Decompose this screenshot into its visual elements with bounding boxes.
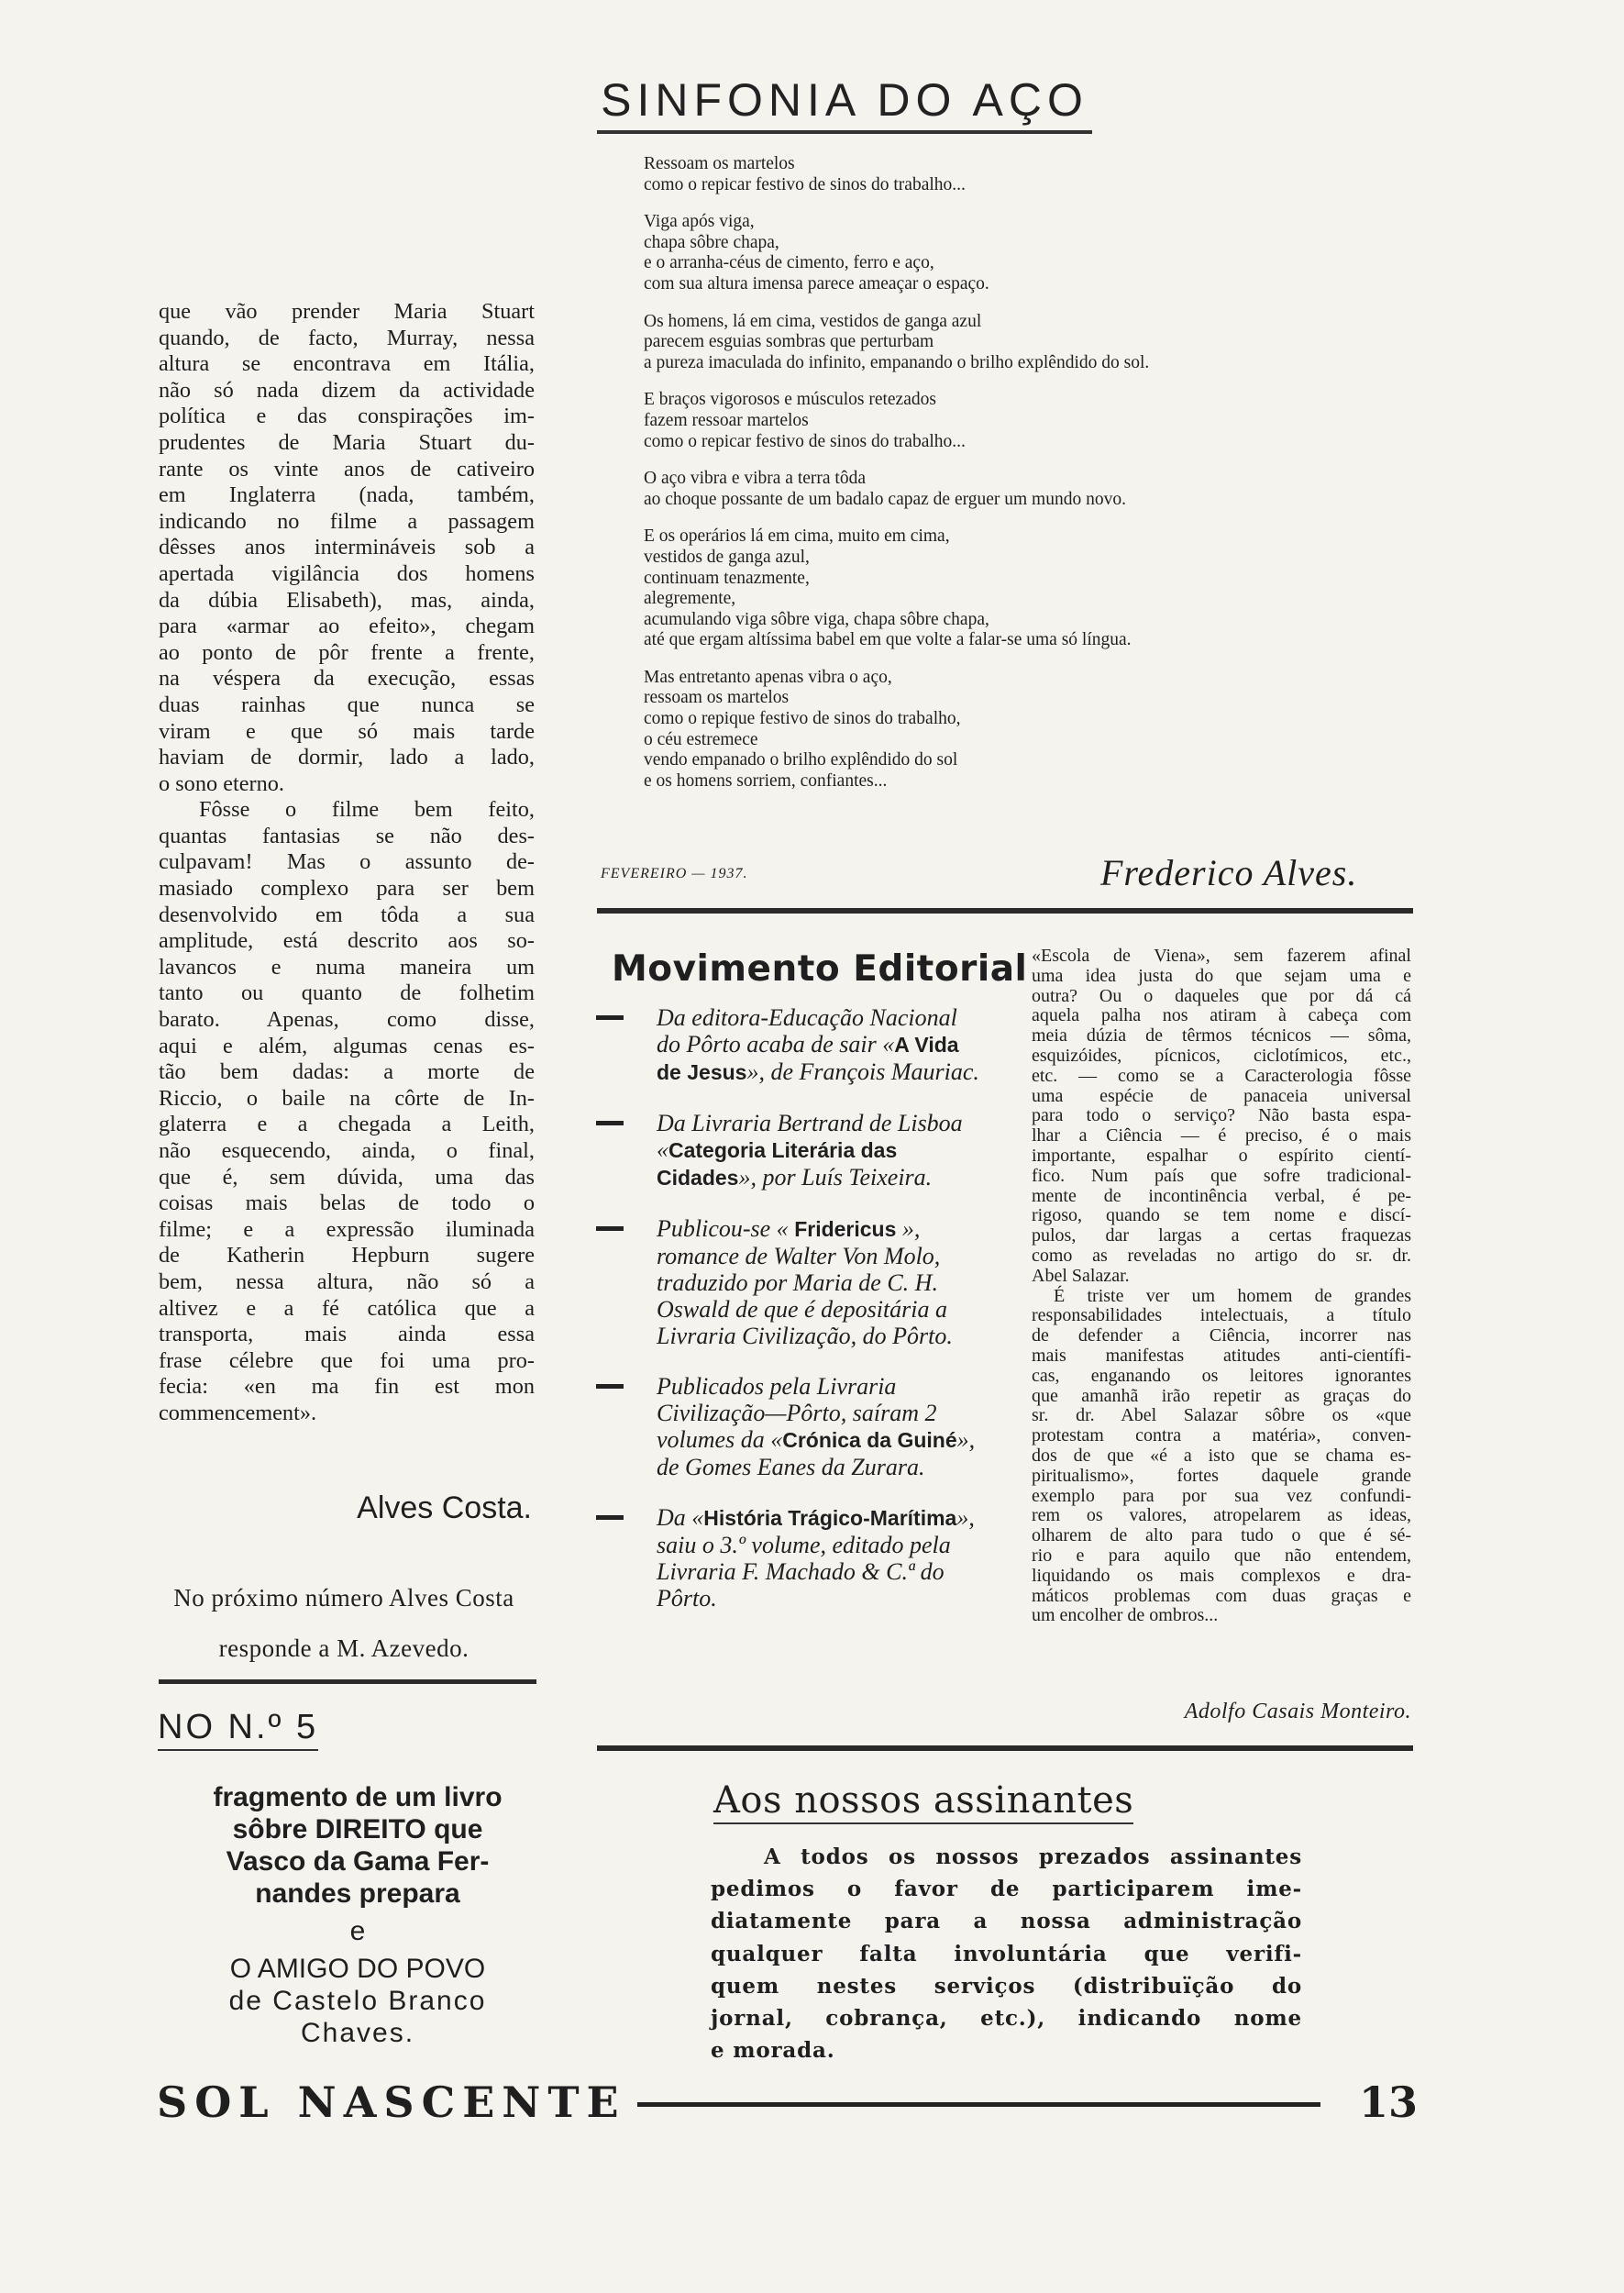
issue-line: O AMIGO DO POVO	[229, 1954, 486, 1984]
dash-bullet-icon	[596, 1515, 624, 1520]
article-line: coisas mais belas de todo o	[159, 1191, 535, 1216]
article-line: Riccio, o baile na côrte de In-	[159, 1085, 535, 1111]
dash-bullet-icon	[596, 1121, 624, 1125]
article-line: piritualismo», fortes daquele grande	[1032, 1465, 1411, 1486]
editorial-item-text: Da «	[657, 1504, 704, 1531]
notice-line: e morada.	[711, 2038, 835, 2064]
page-number: 13	[1359, 2077, 1419, 2127]
article-line: que amanhã irão repetir as graças do	[1032, 1385, 1411, 1406]
notice-line: qualquer falta involuntária que verifi-	[711, 1941, 1302, 1966]
issue-line: Vasco da Gama Fer-	[226, 1846, 490, 1877]
poem-line: como o repicar festivo de sinos do trabalho...	[644, 174, 966, 194]
poem-stanza	[644, 469, 1377, 510]
poem-line: Mas entretanto apenas vibra o aço,	[644, 667, 892, 687]
editorial-heading: Movimento Editorial	[612, 948, 1028, 990]
poem-body	[644, 154, 1377, 808]
editorial-item	[596, 1004, 979, 1086]
book-title: A Vida de Jesus	[657, 1033, 959, 1084]
poem-line: acumulando viga sôbre viga, chapa sôbre chapa,	[644, 609, 989, 629]
dash-bullet-icon	[596, 1384, 624, 1389]
article-line: cas, enganando os leitores ignorantes	[1032, 1365, 1411, 1386]
notice-line: A todos os nossos prezados assinantes	[764, 1844, 1302, 1869]
footer-rule	[637, 2102, 1320, 2107]
article-line: rem os valores, atropelarem as ideas,	[1032, 1505, 1411, 1526]
editorial-item-text: Da Livraria Bertrand de Lisboa «	[657, 1110, 963, 1163]
article-line: ao ponto de pôr frente a frente,	[159, 639, 535, 665]
article-line: duas rainhas que nunca se	[159, 692, 535, 717]
editorial-item-text: Publicou-se «	[657, 1215, 795, 1242]
editorial-item-text: », de François Mauriac.	[746, 1058, 979, 1085]
poem-line: o céu estremece	[644, 729, 758, 749]
issue-line: e	[349, 1916, 366, 1946]
issue-contents	[183, 1781, 532, 2049]
book-title: Categoria Literária das Cidades	[657, 1138, 898, 1190]
article-line: altura se encontrava em Itália,	[159, 351, 535, 377]
dash-bullet-icon	[596, 1226, 624, 1231]
article-line: protestam contra a matéria», conven-	[1032, 1425, 1411, 1446]
article-line: dêsses anos intermináveis sob a	[159, 535, 535, 560]
poem-line: como o repique festivo de sinos do trabalho,	[644, 709, 961, 729]
notice-line: quem nestes serviços (distribuïção do	[711, 1973, 1302, 1999]
article-line: na véspera da execução, essas	[159, 666, 535, 692]
editorial-item-text: Publicados pela Livraria Civilização—Pôrto, saíram 2 volumes da «	[657, 1373, 937, 1453]
article-line: liquidando os mais complexos e dra-	[1032, 1565, 1411, 1586]
article-line: lhar a Ciência — é preciso, é o mais	[1032, 1125, 1411, 1146]
article-line: filme; e a expressão iluminada	[159, 1216, 535, 1242]
editorial-item-text: », de Gomes Eanes da Zurara.	[657, 1426, 976, 1480]
article-line: É triste ver um homem de grandes	[1054, 1285, 1411, 1306]
article-line: indicando no filme a passagem	[159, 508, 535, 534]
poem-line: Ressoam os martelos	[644, 154, 795, 173]
next-issue-line: No próximo número Alves Costa	[173, 1584, 514, 1612]
article-line: máticos problemas com duas graças e	[1032, 1585, 1411, 1606]
article-line: glaterra e a chegada a Leith,	[159, 1112, 535, 1137]
article-line: rigoso, quando se tem nome e discí-	[1032, 1205, 1411, 1226]
article-line: responsabilidades intelectuais, a título	[1032, 1305, 1411, 1326]
poem-line: e os homens sorriem, confiantes...	[644, 770, 888, 791]
article-line: desenvolvido em tôda a sua	[159, 902, 535, 927]
article-line: em Inglaterra (nada, também,	[159, 482, 535, 508]
book-title: História Trágico-Marítima	[703, 1506, 957, 1530]
poem-stanza	[644, 212, 1377, 294]
article-line: «Escola de Viena», sem fazerem afinal	[1032, 946, 1411, 966]
poem-line: Viga após viga,	[644, 212, 755, 232]
left-article-text	[159, 299, 535, 1427]
article-line: não só nada dizem da actividade	[159, 377, 535, 403]
article-line: para todo o serviço? Não basta espa-	[1032, 1105, 1411, 1126]
issue-label: NO N.º 5	[158, 1708, 318, 1751]
article-line: o sono eterno.	[159, 770, 284, 796]
article-line: viram e que só mais tarde	[159, 718, 535, 744]
article-line: prudentes de Maria Stuart du-	[159, 429, 535, 455]
poem-line: Os homens, lá em cima, vestidos de ganga azul	[644, 311, 982, 331]
article-line: de defender a Ciência, incorrer nas	[1032, 1325, 1411, 1346]
poem-line: E os operários lá em cima, muito em cima,	[644, 526, 950, 547]
poem-stanza	[644, 390, 1377, 452]
editorial-item	[596, 1373, 979, 1480]
article-line: de Katherin Hepburn sugere	[159, 1243, 535, 1268]
article-line: fecia: «en ma fin est mon	[159, 1374, 535, 1400]
article-line: que vão prender Maria Stuart	[159, 299, 535, 324]
poem-line: como o repicar festivo de sinos do trabalho...	[644, 431, 966, 451]
divider-rule	[597, 1745, 1413, 1751]
notice-line: diatamente para a nossa administração	[711, 1909, 1302, 1934]
article-line: não esquecendo, ainda, o final,	[159, 1138, 535, 1163]
editorial-item	[596, 1504, 979, 1612]
poem-line: ao choque possante de um badalo capaz de erguer um mundo novo.	[644, 489, 1126, 509]
divider-rule	[597, 908, 1413, 914]
editorial-item-text: », romance de Walter Von Molo, traduzido por Maria de C. H. Oswald de que é depositária a Livraria Civilização, do Pôrto.	[657, 1215, 953, 1349]
article-line: fico. Num país que sofre tradicional-	[1032, 1165, 1411, 1186]
next-issue-line: responde a M. Azevedo.	[218, 1634, 470, 1662]
issue-line: Chaves.	[300, 2018, 415, 2048]
poem-line: com sua altura imensa parece ameaçar o espaço.	[644, 273, 989, 294]
book-title: Crónica da Guiné	[782, 1428, 957, 1452]
poem-line: E braços vigorosos e músculos retezados	[644, 390, 936, 410]
article-line: aquela palha nos atiram à cabeça com	[1032, 1005, 1411, 1026]
editorial-item-text: Da editora-Educação Nacional do Pôrto acaba de sair «	[657, 1004, 957, 1058]
article-line: Abel Salazar.	[1032, 1265, 1130, 1286]
article-line: esquizóides, pícnicos, ciclotímicos, etc.,	[1032, 1045, 1411, 1066]
divider-rule	[159, 1679, 536, 1684]
dash-bullet-icon	[596, 1015, 624, 1020]
article-line: rante os vinte anos de cativeiro	[159, 456, 535, 482]
article-line: tão bem dadas: a morte de	[159, 1059, 535, 1085]
editorial-item	[596, 1215, 979, 1349]
poem-line: alegremente,	[644, 589, 736, 609]
article-line: para «armar ao efeito», chegam	[159, 614, 535, 639]
article-line: bem, nessa altura, não só a	[159, 1268, 535, 1294]
issue-line: de Castelo Branco	[228, 1986, 487, 2016]
subscribers-heading: Aos nossos assinantes	[713, 1779, 1133, 1824]
article-line: olharem de alto para tudo o que é sé-	[1032, 1525, 1411, 1546]
poem-line: a pureza imaculada do infinito, empanando o brilho explêndido do sol.	[644, 352, 1150, 372]
article-line: da dúbia Elisabeth), mas, ainda,	[159, 587, 535, 613]
article-line: aqui e além, algumas cenas es-	[159, 1033, 535, 1058]
article-line: commencement».	[159, 1400, 317, 1425]
editorial-list	[596, 1004, 979, 1635]
article-line: lavancos e numa maneira um	[159, 954, 535, 980]
article-line: rio e para aquilo que não entendem,	[1032, 1545, 1411, 1566]
article-line: meia dúzia de têrmos técnicos — sôma,	[1032, 1025, 1411, 1047]
editorial-item-text: », saiu o 3.º volume, editado pela Livraria F. Machado & C.ª do Pôrto.	[657, 1504, 975, 1612]
notice-line: jornal, cobrança, etc.), indicando nome	[711, 2006, 1302, 2032]
article-line: amplitude, está descrito aos so-	[159, 928, 535, 954]
subscribers-notice	[711, 1841, 1302, 2066]
poem-line: parecem esguias sombras que perturbam	[644, 332, 934, 352]
article-line: mente de incontinência verbal, é pe-	[1032, 1185, 1411, 1206]
poem-stanza	[644, 312, 1377, 374]
right-article-text	[1032, 947, 1411, 1626]
article-line: que é, sem dúvida, uma das	[159, 1164, 535, 1190]
poem-date: FEVEREIRO — 1937.	[601, 866, 748, 881]
next-issue-note	[154, 1573, 534, 1674]
article-line: tanto ou quanto de folhetim	[159, 980, 535, 1006]
article-line: sr. dr. Abel Salazar sôbre os «que	[1032, 1405, 1411, 1426]
article-line: uma espécie de panaceia universal	[1032, 1085, 1411, 1106]
poem-stanza	[644, 668, 1377, 792]
poem-line: fazem ressoar martelos	[644, 410, 809, 430]
poem-stanza	[644, 154, 1377, 195]
poem-line: vendo empanado o brilho explêndido do sol	[644, 750, 958, 770]
article-line: um encolher de ombros...	[1032, 1605, 1219, 1626]
issue-line: fragmento de um livro	[213, 1782, 503, 1812]
right-article-author: Adolfo Casais Monteiro.	[1184, 1700, 1411, 1723]
issue-line: nandes prepara	[255, 1878, 460, 1909]
article-line: como as reveladas no artigo do sr. dr.	[1032, 1245, 1411, 1266]
poem-line: continuam tenazmente,	[644, 568, 810, 588]
article-line: quantas fantasias se não des-	[159, 823, 535, 848]
poem-stanza	[644, 526, 1377, 651]
article-line: pulos, dar largas a certas fraquezas	[1032, 1225, 1411, 1246]
editorial-item-text: », por Luís Teixeira.	[738, 1164, 933, 1191]
article-line: exemplo para por sua vez confundi-	[1032, 1485, 1411, 1506]
article-line: etc. — como se a Caracterologia fôsse	[1032, 1065, 1411, 1086]
article-line: política e das conspirações im-	[159, 404, 535, 429]
article-line: altivez e a fé católica que a	[159, 1295, 535, 1321]
issue-line: sôbre DIREITO que	[232, 1814, 483, 1844]
article-line: importante, espalhar o espírito cientí-	[1032, 1145, 1411, 1166]
article-line: masiado complexo para ser bem	[159, 876, 535, 902]
publication-title: SOL NASCENTE	[157, 2077, 626, 2127]
article-line: outra? Ou o daqueles que por dá cá	[1032, 985, 1411, 1006]
notice-line: pedimos o favor de participarem ime-	[711, 1877, 1302, 1902]
editorial-item	[596, 1110, 979, 1191]
book-title: Fridericus	[794, 1217, 897, 1241]
article-line: dos de que «é a isto que se chama es-	[1032, 1445, 1411, 1466]
article-line: uma idea justa do que sejam uma e	[1032, 965, 1411, 986]
article-line: quando, de facto, Murray, nessa	[159, 325, 535, 350]
poem-line: chapa sôbre chapa,	[644, 232, 779, 252]
article-line: frase célebre que foi uma pro-	[159, 1347, 535, 1373]
poem-line: O aço vibra e vibra a terra tôda	[644, 469, 866, 489]
article-line: apertada vigilância dos homens	[159, 560, 535, 586]
article-line: haviam de dormir, lado a lado,	[159, 745, 535, 770]
poem-line: até que ergam altíssima babel em que volte a falar-se uma só língua.	[644, 630, 1132, 650]
article-line: barato. Apenas, como disse,	[159, 1007, 535, 1033]
poem-title: SINFONIA DO AÇO	[597, 73, 1092, 134]
article-line: Fôsse o filme bem feito,	[199, 797, 535, 823]
poem-line: ressoam os martelos	[644, 688, 790, 708]
article-line: mais manifestas atitudes anti-científi-	[1032, 1345, 1411, 1366]
article-line: transporta, mais ainda essa	[159, 1322, 535, 1347]
left-article-author: Alves Costa.	[357, 1490, 532, 1525]
poem-author: Frederico Alves.	[1100, 852, 1358, 893]
poem-line: vestidos de ganga azul,	[644, 547, 810, 567]
article-line: culpavam! Mas o assunto de-	[159, 849, 535, 875]
poem-line: e o arranha-céus de cimento, ferro e aço,	[644, 253, 934, 273]
